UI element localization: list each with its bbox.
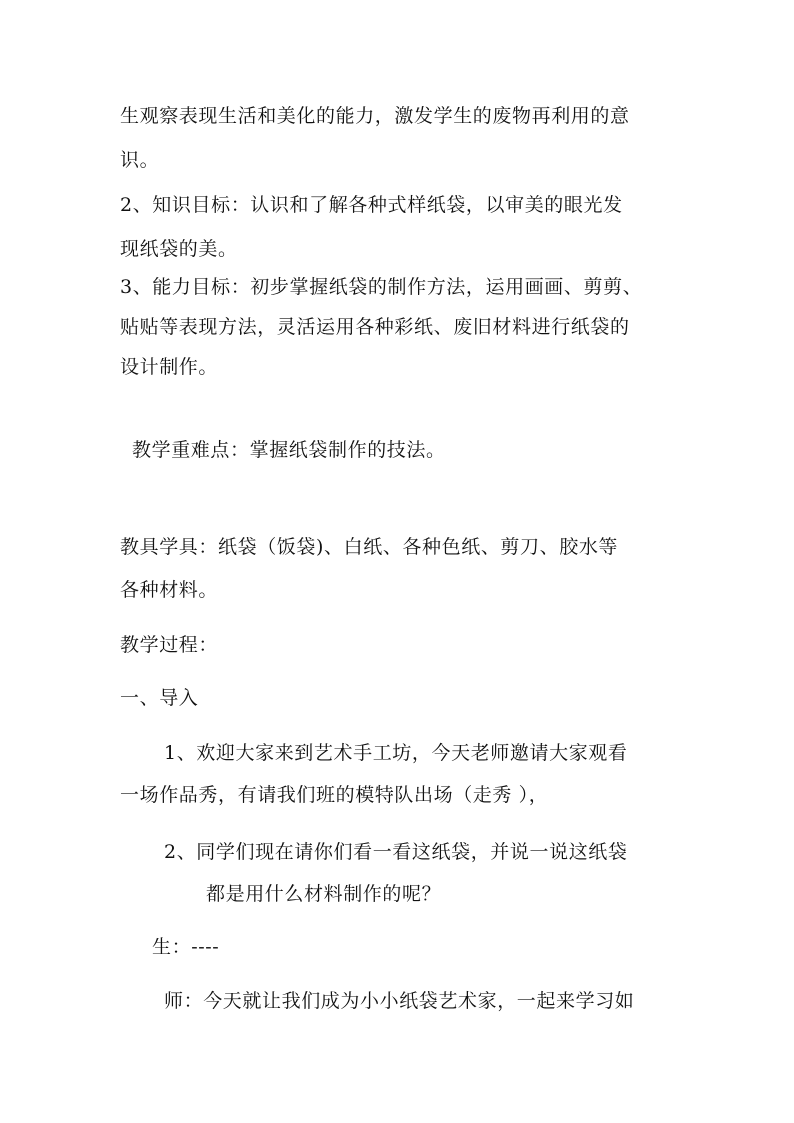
text-line-17: 生：---- [152,936,220,958]
text-line-7: 设计制作。 [120,356,219,378]
text-line-14: 一场作品秀，有请我们班的模特队出场（走秀 ）， [120,784,549,806]
text-line-18: 师：今天就让我们成为小小纸袋艺术家，一起来学习如 [164,990,635,1012]
text-line-2: 识。 [120,149,160,171]
text-line-1: 生观察表现生活和美化的能力，激发学生的废物再利用的意 [120,105,630,127]
text-line-15: 2、同学们现在请你们看一看这纸袋，并说一说这纸袋 [164,841,628,863]
text-line-8: 教学重难点：掌握纸袋制作的技法。 [132,439,446,461]
text-line-10: 各种材料。 [120,579,219,601]
text-line-3: 2、知识目标：认识和了解各种式样纸袋，以审美的眼光发 [120,194,623,216]
text-line-12: 一、导入 [120,687,199,709]
text-line-16: 都是用什么材料制作的呢？ [206,883,442,905]
text-line-11: 教学过程： [120,634,219,656]
text-line-13: 1、欢迎大家来到艺术手工坊，今天老师邀请大家观看 [164,742,628,764]
text-line-6: 贴贴等表现方法，灵活运用各种彩纸、废旧材料进行纸袋的 [120,316,630,338]
text-line-5: 3、能力目标：初步掌握纸袋的制作方法，运用画画、剪剪、 [120,276,643,298]
text-line-9: 教具学具：纸袋（饭袋)、白纸、各种色纸、剪刀、胶水等 [120,536,619,558]
text-line-4: 现纸袋的美。 [120,238,238,260]
